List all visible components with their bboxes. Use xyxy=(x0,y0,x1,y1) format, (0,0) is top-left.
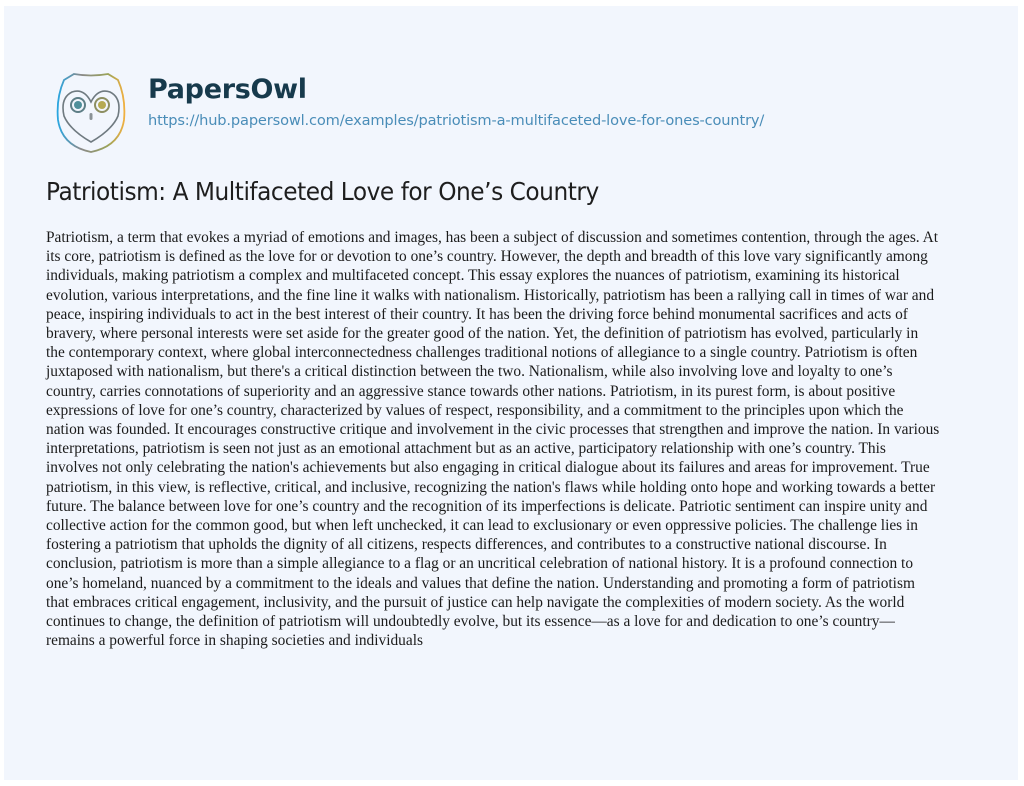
essay-line: juxtaposed with nationalism, but there's a critical distinction between the two. Nationalism, while also involving love and loyalty to one’s xyxy=(46,363,893,381)
essay-line: that embraces critical engagement, inclusivity, and the pursuit of justice can help navigate the complexities of modern society. As the world xyxy=(46,593,905,611)
essay-line: conclusion, patriotism is more than a simple allegiance to a flag or an uncritical celebration of national history. It is a profound connection to xyxy=(46,555,914,573)
essay-line: future. The balance between love for one’s country and the recognition of its imperfections is delicate. Patriotic sentiment can inspire unity and xyxy=(46,497,928,515)
essay-line: country, carries connotations of superiority and an aggressive stance towards other nations. Patriotism, in its purest form, is about positive xyxy=(46,382,896,400)
essay-line: bravery, where personal interests were set aside for the greater good of the nation. Yet, the definition of patriotism has evolved, particularly in xyxy=(46,325,919,343)
essay-line: its core, patriotism is defined as the love for or devotion to one’s country. However, the depth and breadth of this love vary significantly among xyxy=(46,248,928,266)
essay-line: involves not only celebrating the nation's achievements but also engaging in critical dialogue about its failures and areas for improvement. True xyxy=(46,459,930,477)
source-url-link[interactable]: https://hub.papersowl.com/examples/patriotism-a-multifaceted-love-for-ones-country/ xyxy=(148,112,765,129)
page-background xyxy=(4,6,1018,780)
essay-line: the contemporary context, where global interconnectedness challenges traditional notions of allegiance to a single country. Patriotism is often xyxy=(46,344,918,362)
essay-line: patriotism, in this view, is reflective, critical, and inclusive, recognizing the nation's flaws while holding onto hope and working towards a better xyxy=(46,478,936,496)
essay-line: remains a powerful force in shaping societies and individuals xyxy=(46,632,423,650)
essay-line: nation was founded. It encourages constructive critique and involvement in the civic processes that strengthen and improve the nation. In various xyxy=(46,421,940,439)
brand-header xyxy=(44,68,764,158)
essay-line: peace, inspiring individuals to act in the best interest of their country. It has been the driving force behind monumental sacrifices and acts of xyxy=(46,305,908,323)
essay-line: interpretations, patriotism is seen not just as an emotional attachment but as an active, participatory relationship with one’s country. This xyxy=(46,440,886,458)
owl-heart-logo-icon xyxy=(44,68,138,158)
brand-text xyxy=(148,74,764,129)
essay-line: Patriotism, a term that evokes a myriad of emotions and images, has been a subject of discussion and sometimes contention, through the ages. At xyxy=(46,229,939,246)
essay-line: continues to change, the definition of patriotism will undoubtedly evolve, but its essence—as a love for and dedication to one’s country— xyxy=(46,613,895,631)
essay-line: expressions of love for one’s country, characterized by values of respect, responsibility, and a commitment to the principles upon which the xyxy=(46,401,904,419)
essay-title: Patriotism: A Multifaceted Love for One’s Country xyxy=(46,177,599,206)
essay-line: collective action for the common good, but when left unchecked, it can lead to exclusionary or even oppressive policies. The challenge lies in xyxy=(46,517,918,535)
essay-body xyxy=(46,228,986,650)
brand-name[interactable]: PapersOwl xyxy=(148,74,307,105)
essay-line: fostering a patriotism that upholds the dignity of all citizens, respects differences, and contributes to a constructive national discourse. In xyxy=(46,536,887,554)
essay-line: one’s homeland, nuanced by a commitment to the ideals and values that define the nation. Understanding and promoting a form of patriotism xyxy=(46,574,915,592)
essay-line: evolution, various interpretations, and the fine line it walks with nationalism. Historically, patriotism has been a rallying call in times of war and xyxy=(46,286,935,304)
essay-line: individuals, making patriotism a complex and multifaceted concept. This essay explores the nuances of patriotism, examining its historical xyxy=(46,267,900,285)
